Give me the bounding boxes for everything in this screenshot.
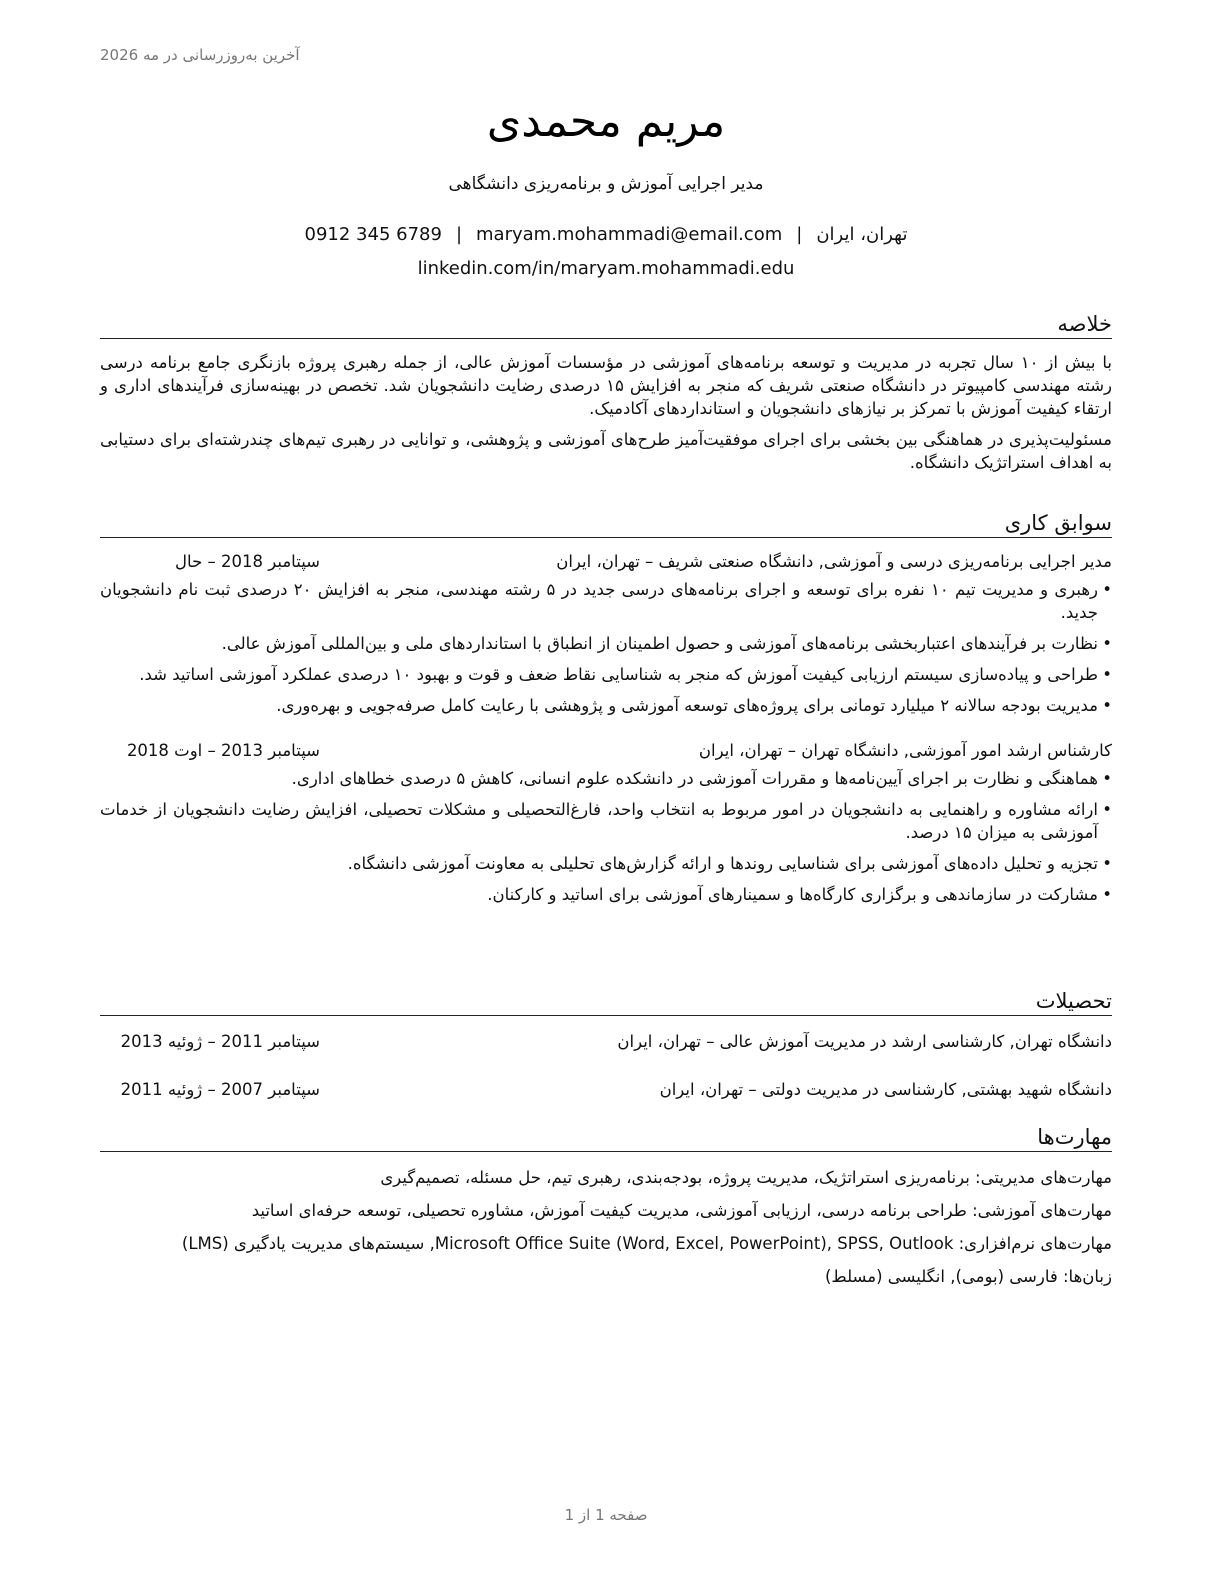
job-bullet: • نظارت بر فرآیندهای اعتباربخشی برنامه‌های آموزشی و حصول اطمینان از انطباق با استانداردهای ملی و بین‌المللی آموزش عالی. (100, 632, 1112, 655)
job-bullet: • مدیریت بودجه سالانه ۲ میلیارد تومانی برای پروژه‌های توسعه آموزشی و پژوهشی با رعایت کامل صرفه‌جویی و بهره‌وری. (100, 694, 1112, 717)
job-bullet: • طراحی و پیاده‌سازی سیستم ارزیابی کیفیت آموزش که منجر به شناسایی نقاط ضعف و قوت و بهبود ۱۰ درصدی عملکرد آموزشی اساتید شد. (100, 663, 1112, 686)
skills-section (100, 1123, 1112, 1298)
job-dates: سپتامبر 2018 – حال (175, 552, 320, 571)
linkedin-link[interactable]: linkedin.com/in/maryam.mohammadi.edu (417, 258, 795, 279)
experience-section (100, 509, 1112, 914)
skill-line: مهارت‌های نرم‌افزاری: Microsoft Office Suite (Word, Excel, PowerPoint), SPSS, Outlook, سیستم‌های مدیریت یادگیری (LMS) (181, 1234, 1112, 1253)
section-title-experience: سوابق کاری (100, 509, 1112, 538)
job-bullets (100, 767, 1112, 906)
job-header (100, 739, 1112, 763)
skill-line: مهارت‌های آموزشی: طراحی برنامه درسی، ارزیابی آموزشی، مدیریت کیفیت آموزش، مشاوره تحصیلی، توسعه حرفه‌ای اساتید (251, 1201, 1112, 1220)
job-dates: سپتامبر 2013 – اوت 2018 (126, 741, 320, 760)
skill-line: زبان‌ها: فارسی (بومی), انگلیسی (مسلط) (824, 1267, 1112, 1286)
section-title-education: تحصیلات (100, 987, 1112, 1016)
job-bullet: • ارائه مشاوره و راهنمایی به دانشجویان در امور مربوط به انتخاب واحد، فارغ‌التحصیلی و مشکلات تحصیلی، افزایش رضایت دانشجویان از خدمات آموزشی به میزان ۱۵ درصد. (100, 798, 1112, 844)
education-section (100, 987, 1112, 1102)
section-title-summary: خلاصه (100, 310, 1112, 339)
summary-paragraph: مسئولیت‌پذیری در هماهنگی بین بخشی برای اجرای موفقیت‌آمیز طرح‌های آموزشی و پژوهشی، و توانایی در رهبری تیم‌های چندرشته‌ای برای دستیابی به اهداف استراتژیک دانشگاه. (100, 430, 1112, 472)
education-dates: سپتامبر 2007 – ژوئیه 2011 (120, 1080, 320, 1099)
education-heading: دانشگاه تهران, کارشناسی ارشد در مدیریت آموزش عالی – تهران، ایران (617, 1032, 1112, 1051)
job-bullet: • هماهنگی و نظارت بر اجرای آیین‌نامه‌ها و مقررات آموزشی در دانشکده علوم انسانی، کاهش ۵ درصدی خطاهای اداری. (100, 767, 1112, 790)
page-number: صفحه 1 از 1 (564, 1506, 648, 1524)
location: تهران، ایران (816, 224, 908, 245)
education-entry (100, 1078, 1112, 1102)
summary-paragraph: با بیش از ۱۰ سال تجربه در مدیریت و توسعه برنامه‌های آموزشی در مؤسسات آموزش عالی، از جمله رهبری پروژه بازنگری جامع برنامه درسی رشته مهندسی کامپیوتر در دانشگاه صنعتی شریف که منجر به افزایش ۱۵ درصدی رضایت دانشجویان شد. تخصص در بهینه‌سازی فرآیندهای اداری و ارتقاء کیفیت آموزش با تمرکز بر نیازهای دانشجویان و استانداردهای آکادمیک. (100, 353, 1113, 418)
summary-section (100, 310, 1112, 482)
job-entry (100, 739, 1112, 906)
job-header (100, 550, 1112, 574)
contact-line (100, 222, 1112, 248)
job-bullet: • مشارکت در سازماندهی و برگزاری کارگاه‌ها و سمینارهای آموزشی برای اساتید و کارکنان. (100, 883, 1112, 906)
contact-separator: | (796, 224, 803, 245)
job-heading: کارشناس ارشد امور آموزشی, دانشگاه تهران – تهران، ایران (698, 741, 1112, 760)
job-title: مدیر اجرایی آموزش و برنامه‌ریزی دانشگاهی (448, 174, 764, 194)
email-link[interactable]: maryam.mohammadi@email.com (476, 224, 783, 245)
job-bullet: • تجزیه و تحلیل داده‌های آموزشی برای شناسایی روندها و ارائه گزارش‌های تحلیلی به معاونت آموزشی دانشگاه. (100, 852, 1112, 875)
person-name: مریم محمدی (486, 96, 726, 147)
job-heading: مدیر اجرایی برنامه‌ریزی درسی و آموزشی, دانشگاه صنعتی شریف – تهران، ایران (556, 552, 1112, 571)
resume-header (100, 92, 1112, 282)
job-bullet: • رهبری و مدیریت تیم ۱۰ نفره برای توسعه و اجرای برنامه‌های درسی جدید در ۵ رشته مهندسی، منجر به افزایش ۲۰ درصدی ثبت نام دانشجویان جدید. (100, 578, 1112, 624)
phone-number: 0912 345 6789 (304, 224, 442, 245)
skill-line: مهارت‌های مدیریتی: برنامه‌ریزی استراتژیک، مدیریت پروژه، بودجه‌بندی، رهبری تیم، حل مسئله، تصمیم‌گیری (380, 1168, 1112, 1187)
last-updated-note: آخرین به‌روزرسانی در مه 2026 (100, 46, 300, 64)
job-entry (100, 550, 1112, 717)
resume-page (100, 0, 1112, 1584)
contact-separator: | (455, 224, 463, 245)
job-bullets (100, 578, 1112, 717)
education-dates: سپتامبر 2011 – ژوئیه 2013 (120, 1032, 320, 1051)
section-title-skills: مهارت‌ها (100, 1123, 1112, 1152)
education-entry (100, 1030, 1112, 1054)
education-heading: دانشگاه شهید بهشتی, کارشناسی در مدیریت دولتی – تهران، ایران (659, 1080, 1112, 1099)
